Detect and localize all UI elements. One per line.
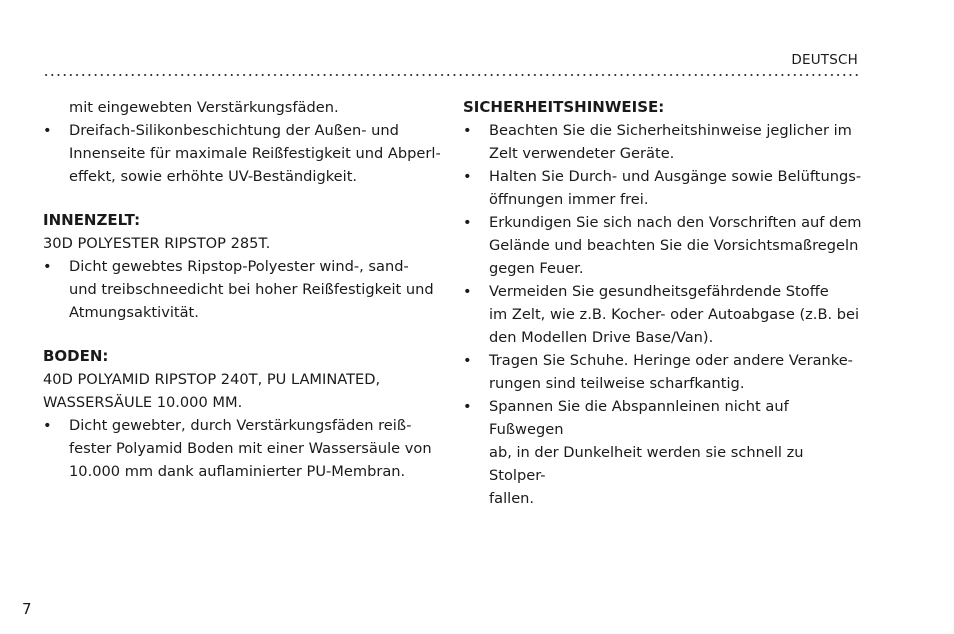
list-item-line: 10.000 mm dank auflaminierter PU-Membran.: [69, 463, 406, 480]
intro-bullet-list: [43, 119, 443, 188]
list-item-line: Atmungsaktivität.: [69, 304, 199, 321]
innenzelt-bullet-list: [43, 255, 443, 324]
list-item: [463, 349, 863, 395]
list-item-line: Innenseite für maximale Reißfestigkeit und Abperl-: [69, 145, 441, 162]
list-item-line: Dicht gewebtes Ripstop-Polyester wind-, sand-: [69, 258, 409, 275]
bullet-icon: •: [463, 214, 472, 231]
list-item: [43, 119, 443, 188]
list-item-line: Erkundigen Sie sich nach den Vorschriften auf dem: [489, 214, 862, 231]
language-label: DEUTSCH: [791, 52, 858, 68]
bullet-icon: •: [463, 398, 472, 415]
list-item: [43, 414, 443, 483]
bullet-icon: •: [463, 122, 472, 139]
left-column: [43, 96, 443, 483]
list-item-line: fallen.: [489, 490, 535, 507]
page-number: 7: [22, 600, 32, 618]
dotted-divider: [43, 74, 858, 76]
boden-spec: [43, 368, 443, 414]
continuation-text: mit eingewebten Verstärkungsfäden.: [69, 99, 339, 116]
bullet-icon: •: [463, 283, 472, 300]
list-item-line: und treibschneedicht bei hoher Reißfestigkeit und: [69, 281, 434, 298]
text-line: WASSERSÄULE 10.000 MM.: [43, 394, 243, 411]
innenzelt-spec: [43, 232, 443, 255]
list-item: [463, 211, 863, 280]
bullet-icon: •: [43, 258, 52, 275]
innenzelt-heading: INNENZELT:: [43, 211, 141, 229]
text-line: 30D POLYESTER RIPSTOP 285T.: [43, 235, 271, 252]
list-item: [463, 165, 863, 211]
list-item-line: rungen sind teilweise scharfkantig.: [489, 375, 745, 392]
list-item: [463, 395, 863, 510]
list-item-line: Halten Sie Durch- und Ausgänge sowie Belüftungs-: [489, 168, 862, 185]
list-item-line: den Modellen Drive Base/Van).: [489, 329, 714, 346]
text-line: 40D POLYAMID RIPSTOP 240T, PU LAMINATED,: [43, 371, 381, 388]
bullet-icon: •: [43, 417, 52, 434]
list-item-line: öffnungen immer frei.: [489, 191, 649, 208]
list-item-line: gegen Feuer.: [489, 260, 584, 277]
list-item: [463, 119, 863, 165]
list-item-line: Beachten Sie die Sicherheitshinweise jeglicher im: [489, 122, 852, 139]
list-item-line: effekt, sowie erhöhte UV-Beständigkeit.: [69, 168, 358, 185]
safety-bullet-list: [463, 119, 863, 510]
bullet-icon: •: [463, 168, 472, 185]
list-item-line: Dicht gewebter, durch Verstärkungsfäden reiß-: [69, 417, 412, 434]
safety-heading: SICHERHEITSHINWEISE:: [463, 98, 665, 116]
list-item: [463, 280, 863, 349]
boden-bullet-list: [43, 414, 443, 483]
boden-heading: BODEN:: [43, 347, 109, 365]
list-item-line: Gelände und beachten Sie die Vorsichtsmaßregeln: [489, 237, 859, 254]
right-column: [463, 96, 863, 510]
list-item-line: Vermeiden Sie gesundheitsgefährdende Stoffe: [489, 283, 829, 300]
list-item-line: Spannen Sie die Abspannleinen nicht auf Fußwegen: [489, 398, 789, 438]
list-item-line: Zelt verwendeter Geräte.: [489, 145, 675, 162]
list-item: [43, 255, 443, 324]
list-item-line: Dreifach-Silikonbeschichtung der Außen- und: [69, 122, 399, 139]
list-item-line: Tragen Sie Schuhe. Heringe oder andere Veranke-: [489, 352, 853, 369]
list-item-line: fester Polyamid Boden mit einer Wassersäule von: [69, 440, 432, 457]
bullet-icon: •: [463, 352, 472, 369]
bullet-icon: •: [43, 122, 52, 139]
list-item-line: im Zelt, wie z.B. Kocher- oder Autoabgase (z.B. bei: [489, 306, 860, 323]
list-item-line: ab, in der Dunkelheit werden sie schnell zu Stolper-: [489, 444, 804, 484]
